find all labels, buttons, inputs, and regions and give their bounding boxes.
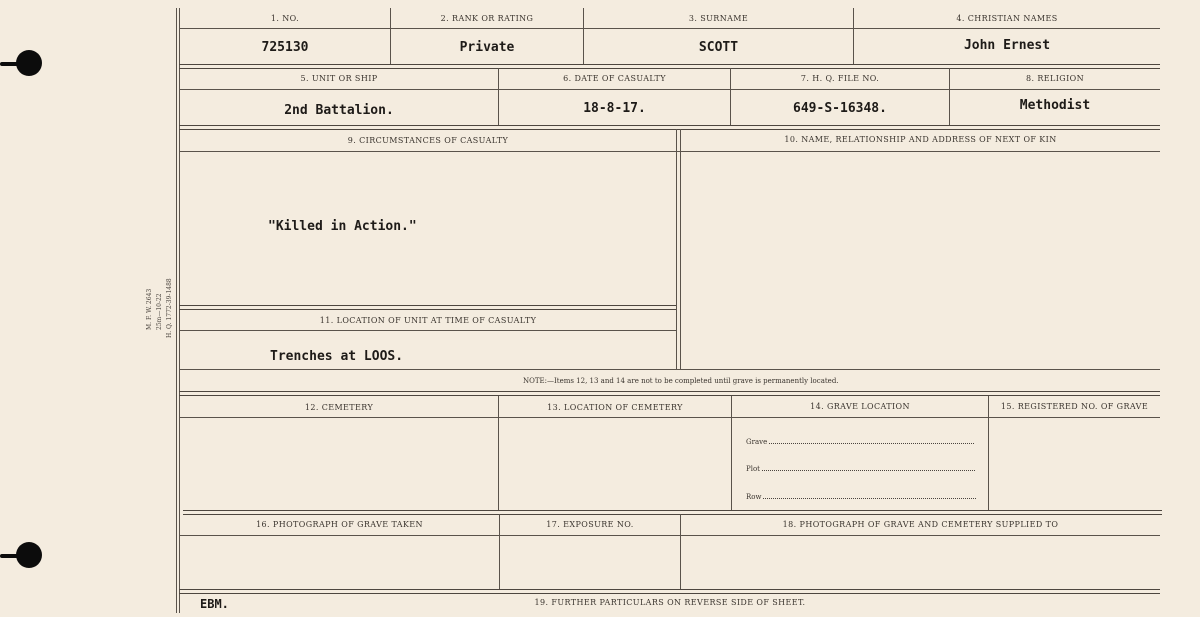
label-christian: 4. CHRISTIAN NAMES bbox=[956, 14, 1058, 23]
row1-label-rule bbox=[179, 28, 1160, 29]
label-photo-taken: 16. PHOTOGRAPH OF GRAVE TAKEN bbox=[256, 520, 423, 529]
label-photo-supplied: 18. PHOTOGRAPH OF GRAVE AND CEMETERY SUPPLIED TO bbox=[782, 520, 1059, 529]
row3-label-rule bbox=[179, 151, 1160, 152]
binder-hole-bottom bbox=[16, 542, 42, 568]
side-code-3: H. Q. 1772-39-1488 bbox=[166, 278, 173, 338]
label-no: 1. NO. bbox=[270, 14, 300, 23]
row2-label-rule bbox=[179, 89, 1160, 90]
value-no: 725130 bbox=[261, 40, 309, 55]
row-dots bbox=[763, 492, 976, 499]
row2-bottom-rule bbox=[179, 125, 1160, 130]
value-surname: SCOTT bbox=[698, 40, 739, 55]
label-unit: 5. UNIT OR SHIP bbox=[300, 74, 378, 83]
plot-label: Plot bbox=[746, 465, 760, 473]
value-file: 649-S-16348. bbox=[793, 101, 887, 116]
row4-bottom-rule bbox=[183, 510, 1162, 515]
label-exposure: 17. EXPOSURE NO. bbox=[546, 520, 634, 529]
row3-div-outer bbox=[676, 129, 677, 369]
circumstances-bottom-rule bbox=[179, 305, 676, 310]
grave-line bbox=[746, 437, 974, 446]
row4-div-1 bbox=[498, 396, 499, 510]
row4-label-rule bbox=[179, 417, 1160, 418]
row-label: Row bbox=[746, 493, 762, 501]
row4-div-2 bbox=[731, 396, 732, 510]
label-surname: 3. SURNAME bbox=[688, 14, 749, 23]
value-location-unit: Trenches at LOOS. bbox=[270, 349, 404, 364]
side-code-1: M. F. W. 2643 bbox=[146, 288, 153, 330]
label-location-unit: 11. LOCATION OF UNIT AT TIME OF CASUALTY bbox=[319, 316, 537, 325]
row4-div-3 bbox=[988, 396, 989, 510]
row3-div-inner bbox=[680, 129, 681, 369]
note-bottom-rule bbox=[179, 391, 1160, 396]
value-date: 18-8-17. bbox=[583, 101, 646, 116]
label-date: 6. DATE OF CASUALTY bbox=[563, 74, 666, 83]
label-kin: 10. NAME, RELATIONSHIP AND ADDRESS OF NEXT OF KIN bbox=[784, 135, 1057, 144]
plot-dots bbox=[762, 464, 975, 471]
row-line bbox=[746, 492, 976, 501]
side-code-2: 25m—10-22 bbox=[156, 293, 163, 330]
row5-label-rule bbox=[179, 535, 1160, 536]
label-cem-location: 13. LOCATION OF CEMETERY bbox=[547, 403, 683, 412]
binder-hole-top bbox=[16, 50, 42, 76]
plot-line bbox=[746, 464, 975, 473]
note-items: NOTE:—Items 12, 13 and 14 are not to be completed until grave is permanently located. bbox=[523, 377, 839, 385]
location-label-rule bbox=[179, 330, 676, 331]
initials: EBM. bbox=[200, 597, 229, 611]
label-cemetery: 12. CEMETERY bbox=[304, 403, 374, 412]
row3-bottom-rule bbox=[179, 369, 1160, 370]
value-christian: John Ernest bbox=[963, 38, 1051, 53]
label-circumstances: 9. CIRCUMSTANCES OF CASUALTY bbox=[347, 136, 509, 145]
grave-dots bbox=[769, 437, 974, 444]
value-religion: Methodist bbox=[1019, 98, 1091, 113]
grave-label: Grave bbox=[746, 438, 768, 446]
value-unit: 2nd Battalion. bbox=[284, 103, 394, 118]
label-religion: 8. RELIGION bbox=[1025, 74, 1085, 83]
label-rank: 2. RANK OR RATING bbox=[440, 14, 534, 23]
value-rank: Private bbox=[459, 40, 515, 55]
label-file: 7. H. Q. FILE NO. bbox=[800, 74, 880, 83]
label-registered: 15. REGISTERED NO. OF GRAVE bbox=[1000, 402, 1149, 411]
left-border-outer bbox=[176, 8, 177, 613]
row1-bottom-rule bbox=[179, 64, 1160, 69]
label-grave-location: 14. GRAVE LOCATION bbox=[810, 402, 910, 411]
row5-bottom-rule bbox=[179, 589, 1160, 594]
value-circumstances: "Killed in Action." bbox=[268, 219, 417, 234]
label-further: 19. FURTHER PARTICULARS ON REVERSE SIDE OF SHEET. bbox=[534, 598, 806, 607]
